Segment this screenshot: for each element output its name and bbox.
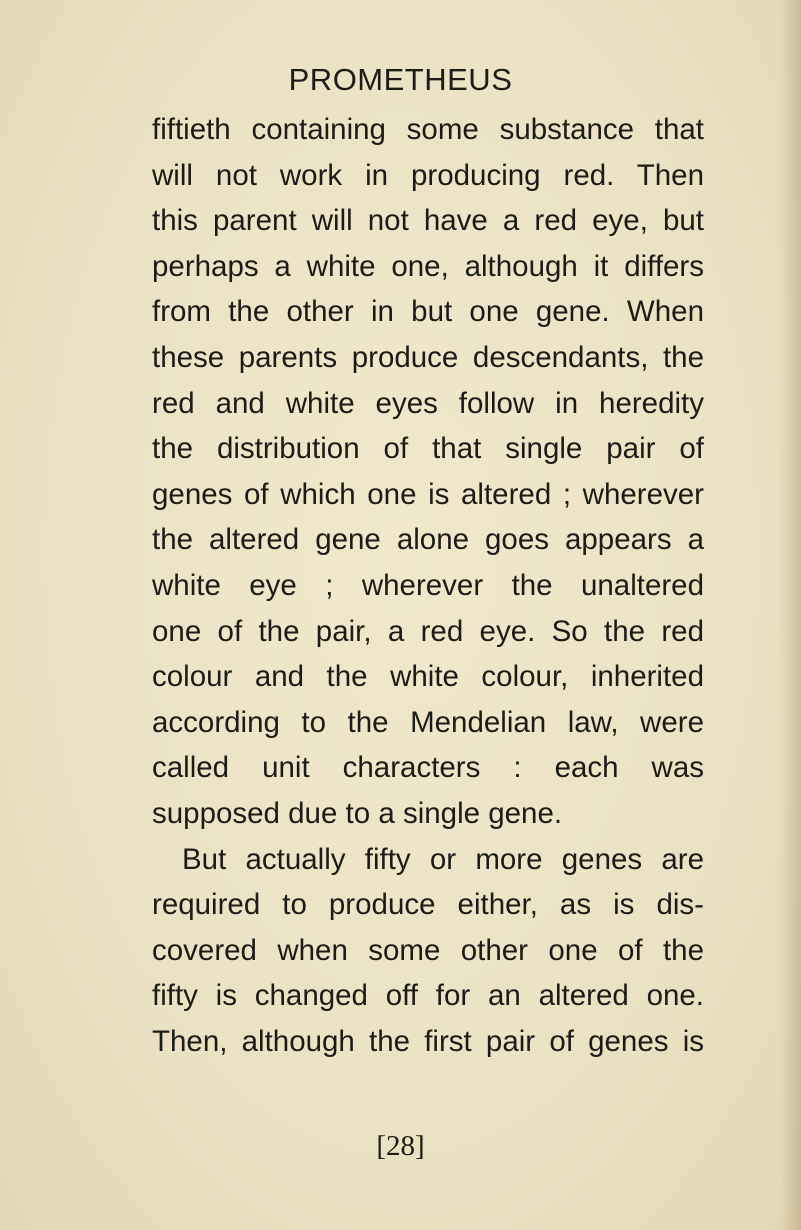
text-line: the altered gene alone goes appears a (152, 523, 704, 557)
text-line: one of the pair, a red eye. So the red (152, 614, 704, 648)
text-line: these parents produce descendants, the (152, 340, 704, 374)
text-line: will not work in producing red. Then (152, 158, 704, 192)
paragraph-start-line: But actually fifty or more genes are (182, 842, 704, 876)
page-edge-shadow (779, 0, 801, 1230)
text-line: genes of which one is altered ; wherever (152, 477, 704, 511)
text-line: this parent will not have a red eye, but (152, 204, 704, 238)
text-line: fiftieth containing some substance that (152, 113, 704, 146)
text-line: red and white eyes follow in heredity (152, 386, 704, 420)
text-line: colour and the white colour, inherited (152, 660, 704, 694)
text-line: from the other in but one gene. When (152, 295, 704, 329)
text-line: Then, although the first pair of genes is (152, 1024, 704, 1058)
text-line: white eye ; wherever the unaltered (152, 568, 704, 602)
text-line: called unit characters : each was (152, 751, 704, 785)
running-head: PROMETHEUS (288, 62, 513, 97)
paragraph-end-line: supposed due to a single gene. (152, 796, 563, 830)
text-line: fifty is changed off for an altered one. (152, 979, 704, 1013)
text-line: covered when some other one of the (152, 933, 704, 967)
text-line: perhaps a white one, although it differs (152, 249, 704, 283)
page-number: [28] (376, 1130, 425, 1162)
text-line: the distribution of that single pair of (152, 432, 704, 466)
text-line: required to produce either, as is dis- (152, 888, 704, 922)
text-line: according to the Mendelian law, were (152, 705, 704, 739)
body-text (152, 107, 704, 1064)
